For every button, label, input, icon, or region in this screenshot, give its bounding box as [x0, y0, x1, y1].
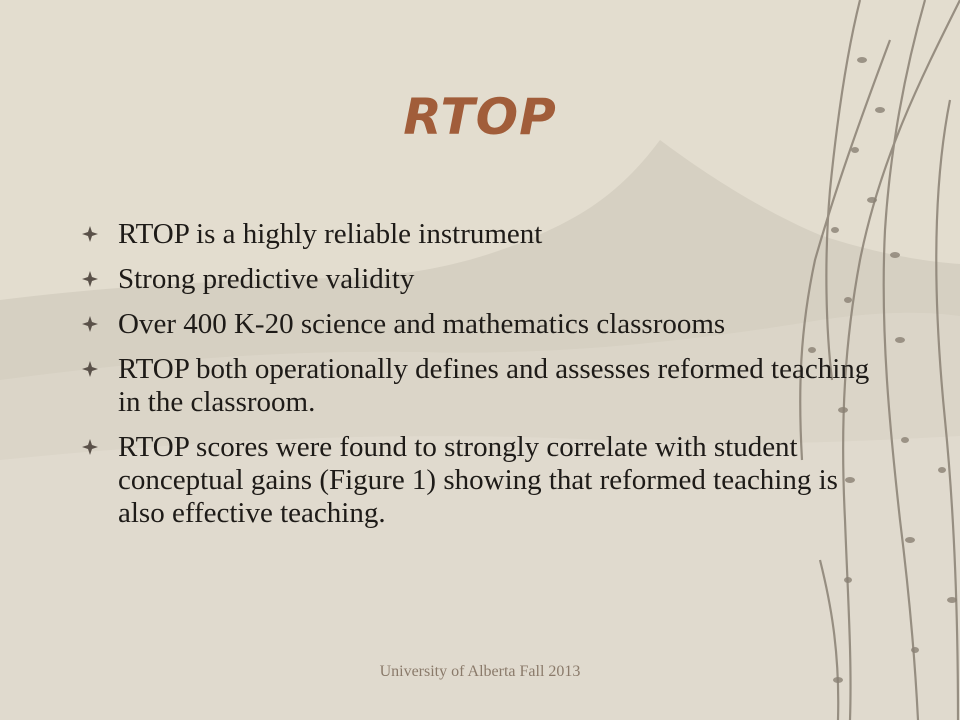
four-petal-diamond-icon: [82, 439, 98, 455]
bullet-text: RTOP both operationally defines and assesses reformed teaching in the classroom.: [118, 353, 870, 418]
bullet-list: [82, 218, 882, 542]
bullet-item: [82, 353, 882, 419]
bullet-item: [82, 431, 882, 530]
four-petal-diamond-icon: [82, 316, 98, 332]
four-petal-diamond-icon: [82, 226, 98, 242]
bullet-text: Strong predictive validity: [118, 263, 415, 295]
four-petal-diamond-icon: [82, 361, 98, 377]
slide-footer: University of Alberta Fall 2013: [379, 663, 581, 680]
bullet-item: [82, 218, 882, 251]
bullet-item: [82, 263, 882, 296]
bullet-text: RTOP is a highly reliable instrument: [118, 218, 543, 250]
four-petal-diamond-icon: [82, 271, 98, 287]
bullet-item: [82, 308, 882, 341]
bullet-text: Over 400 K-20 science and mathematics classrooms: [118, 308, 726, 340]
bullet-text: RTOP scores were found to strongly correlate with student conceptual gains (Figure 1) showing that reformed teaching is also effective teaching.: [118, 431, 838, 529]
slide-title: RTOP: [403, 88, 557, 146]
